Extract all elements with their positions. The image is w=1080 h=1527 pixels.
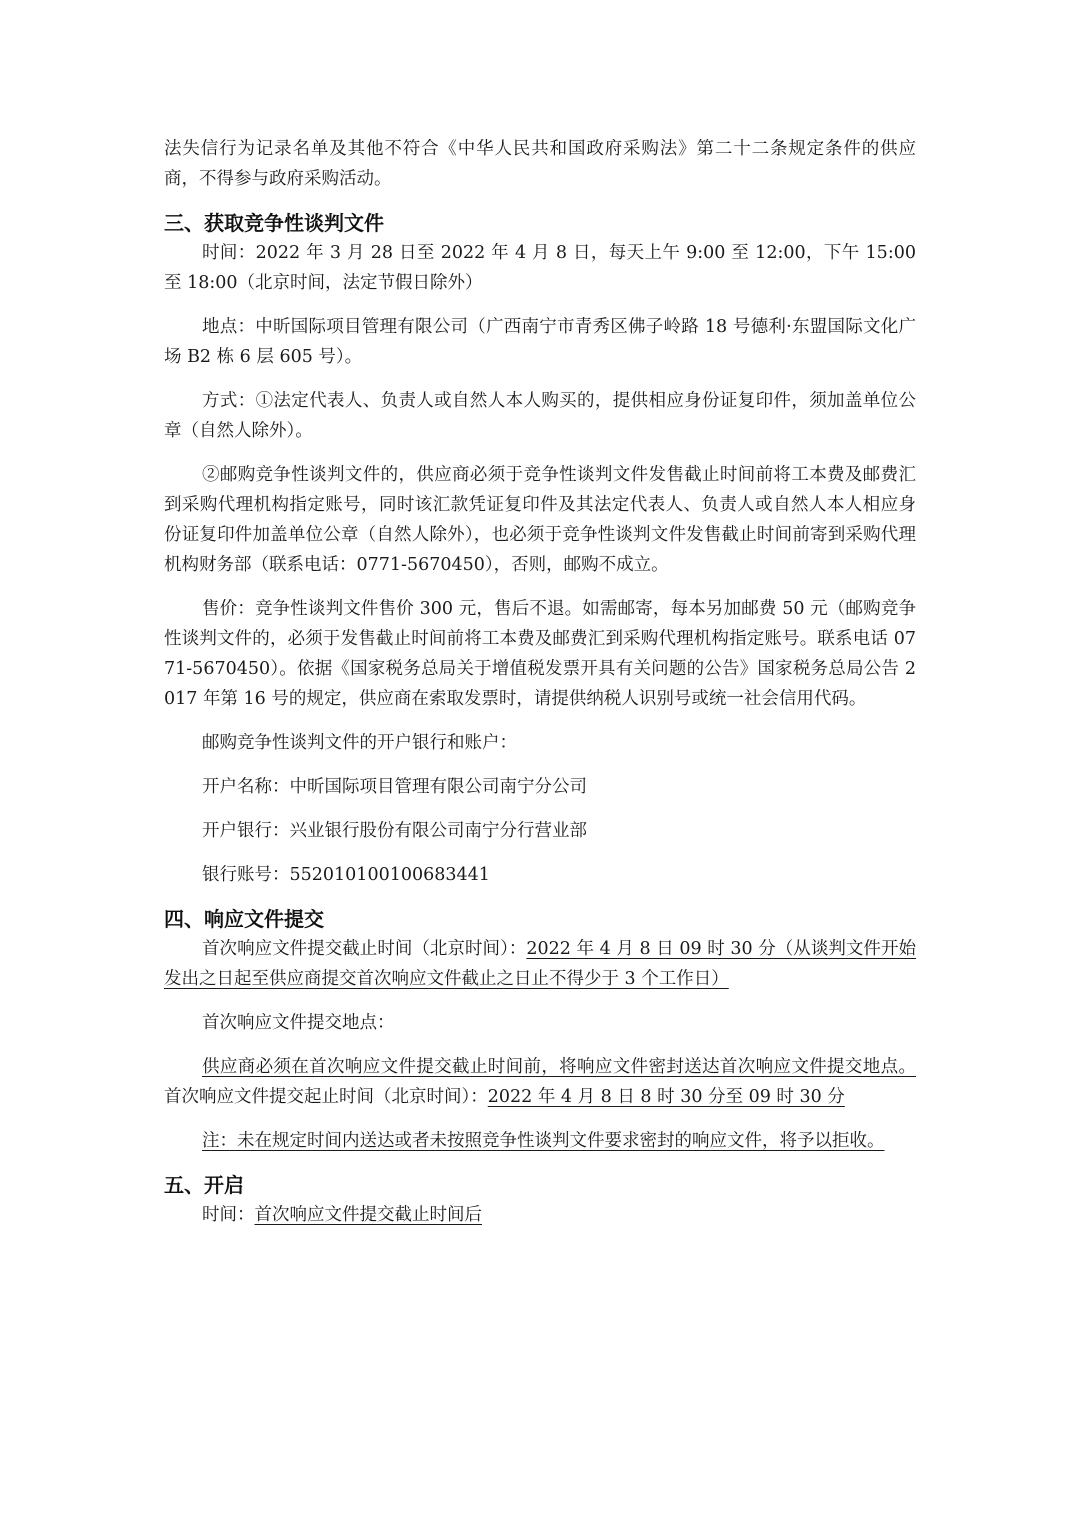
submission-place-label: 首次响应文件提交地点： bbox=[202, 1013, 395, 1033]
submission-period-label: 首次响应文件提交起止时间（北京时间）： bbox=[164, 1087, 488, 1107]
account-number: 银行账号：552010100100683441 bbox=[202, 865, 490, 885]
submission-deadline bbox=[164, 934, 916, 994]
purchase-method-1: 方式：①法定代表人、负责人或自然人本人购买的，提供相应身份证复印件，须加盖单位公章（自然人除外）。 bbox=[164, 391, 916, 441]
purchase-time: 时间：2022 年 3 月 28 日至 2022 年 4 月 8 日，每天上午 9:00 至 12:00，下午 15:00 至 18:00（北京时间，法定节假日除外） bbox=[164, 243, 916, 293]
submission-place-value: 供应商必须在首次响应文件提交截止时间前，将响应文件密封送达首次响应文件提交地点。 bbox=[202, 1057, 916, 1077]
section-4-heading: 四、响应文件提交 bbox=[164, 907, 324, 931]
opening-time-value: 首次响应文件提交截止时间后 bbox=[254, 1205, 482, 1225]
document-body bbox=[164, 134, 916, 1230]
section-5-heading: 五、开启 bbox=[164, 1173, 244, 1197]
account-name: 开户名称：中昕国际项目管理有限公司南宁分公司 bbox=[202, 777, 587, 797]
bank-name: 开户银行：兴业银行股份有限公司南宁分行营业部 bbox=[202, 821, 587, 841]
opening-time bbox=[164, 1200, 916, 1230]
bank-intro: 邮购竞争性谈判文件的开户银行和账户： bbox=[202, 733, 517, 753]
submission-period-value: 2022 年 4 月 8 日 8 时 30 分至 09 时 30 分 bbox=[487, 1087, 845, 1107]
purchase-method-2: ②邮购竞争性谈判文件的，供应商必须于竞争性谈判文件发售截止时间前将工本费及邮费汇到采购代理机构指定账号，同时该汇款凭证复印件及其法定代表人、负责人或自然人本人相应身份证复印件加盖单位公章（自然人除外），也必须于竞争性谈判文件发售截止时间前寄到采购代理机构财务部（联系电话：0771-5670450），否则，邮购不成立。 bbox=[164, 465, 916, 575]
submission-note-text: 注：未在规定时间内送达或者未按照竞争性谈判文件要求密封的响应文件，将予以拒收。 bbox=[202, 1131, 885, 1151]
submission-deadline-label: 首次响应文件提交截止时间（北京时间）： bbox=[202, 939, 527, 959]
purchase-price: 售价：竞争性谈判文件售价 300 元，售后不退。如需邮寄，每本另加邮费 50 元（邮购竞争性谈判文件的，必须于发售截止时间前将工本费及邮费汇到采购代理机构指定账号。联系电话 0771-5670450）。依据《国家税务总局关于增值税发票开具有关问题的公告》国家税务总局公告 2017 年第 16 号的规定，供应商在索取发票时，请提供纳税人识别号或统一社会信用代码。 bbox=[164, 599, 916, 709]
opening-time-label: 时间： bbox=[202, 1205, 255, 1225]
purchase-place: 地点：中昕国际项目管理有限公司（广西南宁市青秀区佛子岭路 18 号德利·东盟国际文化广场 B2 栋 6 层 605 号）。 bbox=[164, 317, 916, 367]
submission-note bbox=[164, 1126, 916, 1156]
submission-place bbox=[164, 1052, 916, 1112]
section-3-heading: 三、获取竞争性谈判文件 bbox=[164, 211, 384, 235]
submission-deadline-value: 2022 年 4 月 8 日 09 时 30 分（从谈判文件开始发出之日起至供应商提交首次响应文件截止之日止不得少于 3 个工作日） bbox=[164, 939, 917, 989]
intro-paragraph: 法失信行为记录名单及其他不符合《中华人民共和国政府采购法》第二十二条规定条件的供应商，不得参与政府采购活动。 bbox=[164, 139, 916, 189]
